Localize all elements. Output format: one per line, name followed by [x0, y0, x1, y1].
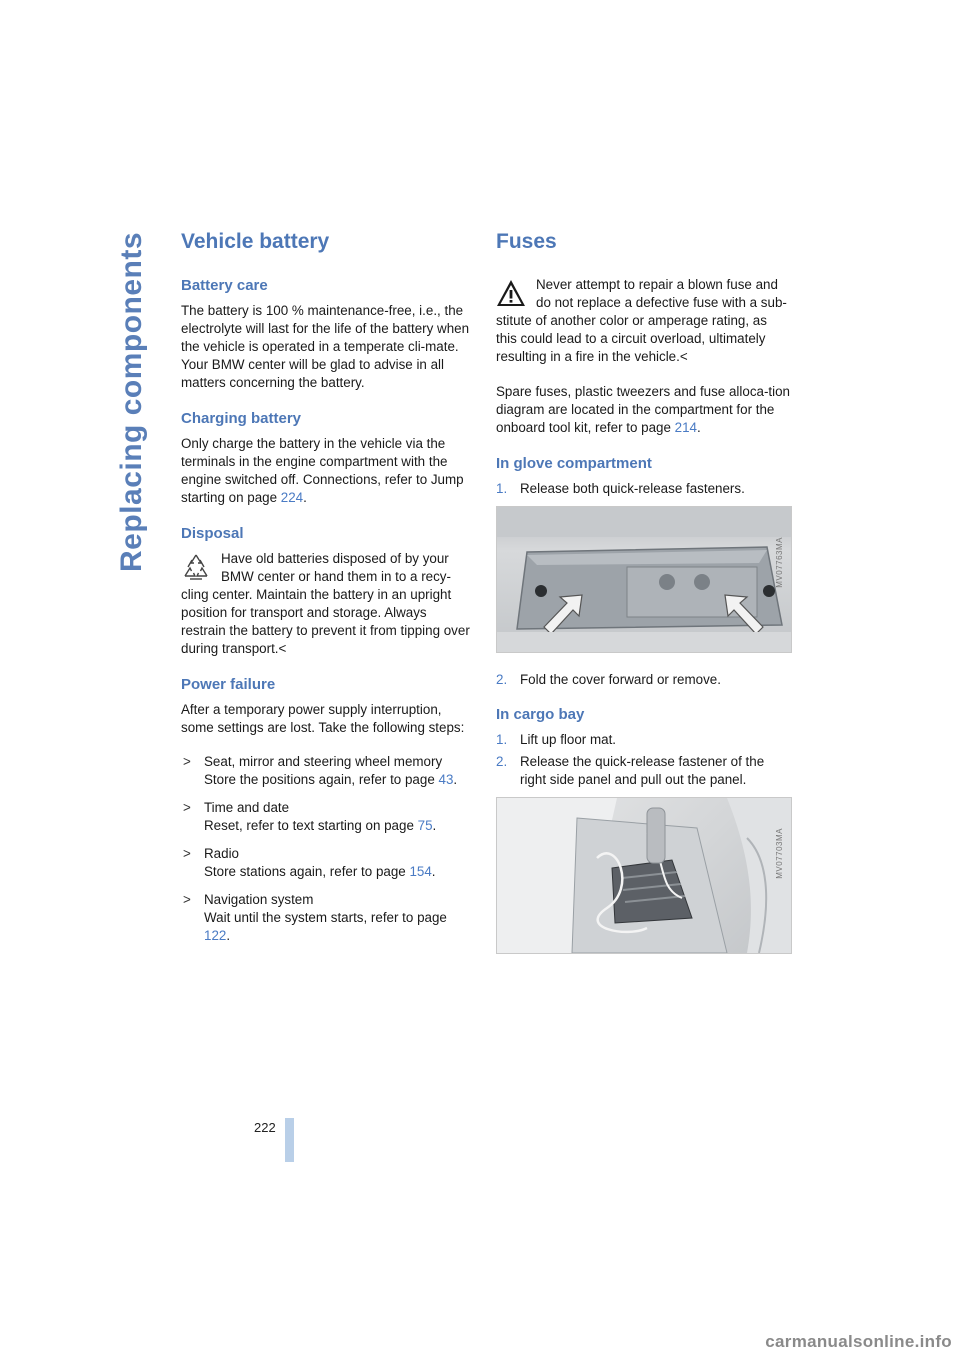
list-item: 1. Release both quick-release fasteners.: [496, 481, 745, 496]
page-link-122[interactable]: 122: [204, 928, 227, 943]
cargo-steps: [496, 731, 790, 789]
footer-watermark-url[interactable]: carmanualsonline.info: [765, 1332, 952, 1351]
section-disposal: [181, 524, 471, 658]
spare-fuses-text: Spare fuses, plastic tweezers and fuse alloca-tion diagram are located in the compartment for the onboard tool kit, refer to page 214.: [496, 384, 791, 435]
heading-cargo-bay: In cargo bay: [496, 706, 585, 723]
heading-battery-care: Battery care: [181, 277, 268, 294]
warning-triangle-icon: [496, 278, 526, 312]
glove-steps-2: [496, 671, 790, 689]
section-battery-care: [181, 276, 471, 392]
charging-text: Only charge the battery in the vehicle via the terminals in the engine compartment with the engine switched off. Connections, refer to Jump starting on page 224.: [181, 436, 464, 505]
list-item: > Time and date Reset, refer to text starting on page 75.: [183, 800, 437, 833]
heading-charging-battery: Charging battery: [181, 410, 302, 427]
section-power-failure: [181, 675, 471, 945]
glove-steps-1: [496, 480, 790, 498]
battery-care-text: The battery is 100 % maintenance-free, i.e., the electrolyte will last for the life of the battery when the vehicle is operated in a temperate cli-mate. Your BMW center will be glad to advise in all matters concerning the battery.: [181, 303, 470, 390]
page-number: 222: [254, 1120, 276, 1135]
left-column: [181, 228, 471, 955]
heading-power-failure: Power failure: [181, 676, 276, 693]
fuse-warning-text: Never attempt to repair a blown fuse and do not replace a defective fuse with a sub-stitute of another color or amperage rating, as this could lead to a circuit overload, ultimately resulting in a fire in the vehicle.<: [496, 277, 787, 364]
photo-code: MV07703MA: [775, 828, 784, 879]
page-number-bar: [285, 1118, 294, 1162]
disposal-text: Have old batteries disposed of by your BMW center or hand them in to a recy-cling center. Maintain the battery in an upright position for transport and storage. Always restrain the battery to prevent it from tipping over during transport.<: [181, 551, 470, 656]
glove-compartment-photo: [496, 506, 792, 653]
page-link-154[interactable]: 154: [409, 864, 432, 879]
section-title-vehicle-battery: Vehicle battery: [181, 230, 330, 253]
cargo-bay-photo: [496, 797, 792, 954]
section-charging-battery: [181, 409, 471, 507]
photo-code: MV07763MA: [775, 537, 784, 588]
page-link-43[interactable]: 43: [438, 772, 454, 787]
power-failure-list: [181, 753, 471, 945]
list-item: 2. Fold the cover forward or remove.: [496, 672, 721, 687]
page-link-214[interactable]: 214: [674, 420, 697, 435]
power-failure-intro: After a temporary power supply interruption, some settings are lost. Take the following steps:: [181, 702, 465, 735]
page-link-75[interactable]: 75: [417, 818, 433, 833]
section-title-fuses: Fuses: [496, 230, 557, 253]
heading-disposal: Disposal: [181, 525, 244, 542]
chapter-side-title: Replacing components: [115, 232, 148, 573]
page-link-224[interactable]: 224: [280, 490, 304, 505]
right-column: [496, 228, 790, 972]
section-cargo-bay: [496, 705, 790, 954]
list-item: 2. Release the quick-release fastener of the right side panel and pull out the panel.: [496, 754, 765, 787]
list-item: 1. Lift up floor mat.: [496, 732, 617, 747]
list-item: > Seat, mirror and steering wheel memory Store the positions again, refer to page 43.: [183, 754, 458, 787]
list-item: > Radio Store stations again, refer to page 154.: [183, 846, 436, 879]
section-glove-compartment: [496, 454, 790, 689]
heading-glove-compartment: In glove compartment: [496, 455, 652, 472]
list-item: > Navigation system Wait until the system starts, refer to page 122.: [183, 892, 447, 943]
recycle-icon: [181, 552, 211, 586]
